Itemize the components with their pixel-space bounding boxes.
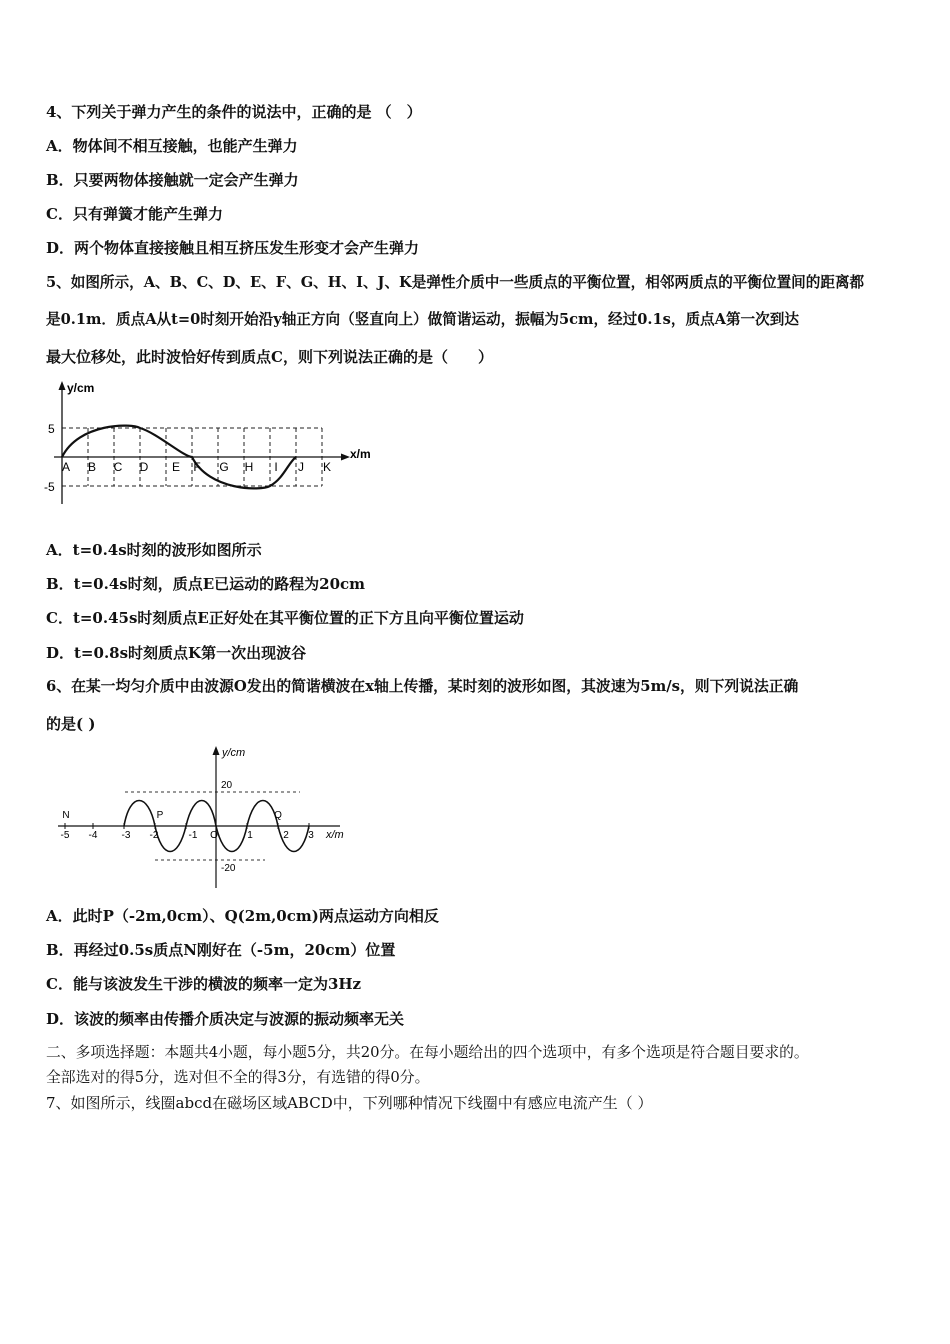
q4-stem: 4、下列关于弹力产生的条件的说法中，正确的是 （ ） [46, 103, 422, 121]
q6-option-d: D．该波的频率由传播介质决定与波源的振动频率无关 [46, 1010, 405, 1028]
q4-option-d: D．两个物体直接接触且相互挤压发生形变才会产生弹力 [46, 239, 420, 257]
q6-tick-label: -1 [188, 830, 198, 841]
q5-point-label: A [61, 460, 71, 474]
q6-point-label-p: P [156, 810, 164, 821]
q5-point-label: D [139, 460, 149, 474]
q5-stem-line1: 5、如图所示，A、B、C、D、E、F、G、H、I、J、K是弹性介质中一些质点的平衡位置，相邻两质点的平衡位置间的距离都 [46, 274, 865, 291]
q6-tick-label: -3 [121, 830, 131, 841]
q6-y-top-label: 20 [221, 780, 233, 791]
q5-point-label: G [219, 460, 229, 474]
q5-point-label: H [244, 460, 254, 474]
q6-tick-label: O [210, 830, 218, 841]
q6-wave-figure [50, 742, 360, 892]
q6-tick-label: -5 [60, 830, 70, 841]
q6-point-label-n: N [62, 810, 70, 821]
q5-option-c: C．t=0.45s时刻质点E正好处在其平衡位置的正下方且向平衡位置运动 [46, 609, 524, 627]
q5-x-axis-label: x/m [350, 447, 371, 461]
q6-stem-line2: 的是( ) [46, 715, 96, 733]
q4-option-a: A．物体间不相互接触，也能产生弹力 [46, 137, 298, 155]
q6-x-axis-label: x/m [326, 829, 344, 841]
q6-tick-label: -2 [149, 830, 159, 841]
q6-y-bottom-label: -20 [221, 863, 236, 874]
q6-tick-label: 3 [308, 830, 314, 841]
q4-option-c: C．只有弹簧才能产生弹力 [46, 205, 223, 223]
q5-stem-line3: 最大位移处，此时波恰好传到质点C，则下列说法正确的是（ ） [46, 348, 493, 366]
q5-wave-figure [44, 378, 384, 508]
q5-point-label: C [113, 460, 123, 474]
q5-option-b: B．t=0.4s时刻，质点E已运动的路程为20cm [46, 575, 366, 593]
q6-tick-label: -4 [88, 830, 98, 841]
q6-point-label-q: Q [274, 810, 282, 821]
q5-stem-line2: 是0.1m．质点A从t=0时刻开始沿y轴正方向（竖直向上）做简谐运动，振幅为5cm，经过0.1s，质点A第一次到达 [46, 311, 799, 328]
q5-y-bottom-label: -5 [44, 480, 55, 494]
q6-option-c: C．能与该波发生干涉的横波的频率一定为3Hz [46, 975, 362, 993]
q6-tick-label: 1 [247, 830, 253, 841]
q7-stem: 7、如图所示，线圈abcd在磁场区域ABCD中，下列哪种情况下线圈中有感应电流产生（ ） [46, 1094, 653, 1112]
q5-option-a: A．t=0.4s时刻的波形如图所示 [46, 541, 262, 559]
q5-point-label: F [193, 460, 201, 474]
q5-y-top-label: 5 [48, 422, 55, 436]
q5-point-label: J [298, 460, 304, 474]
q6-y-axis-label: y/cm [222, 747, 246, 759]
q5-point-label: E [171, 460, 181, 474]
q6-option-b: B．再经过0.5s质点N刚好在（-5m，20cm）位置 [46, 941, 396, 959]
q5-point-label: K [322, 460, 332, 474]
section2-instructions-line2: 全部选对的得5分，选对但不全的得3分，有选错的得0分。 [46, 1069, 430, 1086]
q4-option-b: B．只要两物体接触就一定会产生弹力 [46, 171, 299, 189]
section2-instructions-line1: 二、多项选择题：本题共4小题，每小题5分，共20分。在每小题给出的四个选项中，有多个选项是符合题目要求的。 [46, 1044, 809, 1061]
q6-stem-line1: 6、在某一均匀介质中由波源O发出的简谐横波在x轴上传播，某时刻的波形如图，其波速为5m/s，则下列说法正确 [46, 678, 799, 695]
q6-tick-label: 2 [283, 830, 289, 841]
q5-point-label: B [87, 460, 97, 474]
q6-option-a: A．此时P（-2m,0cm）、Q(2m,0cm)两点运动方向相反 [46, 907, 439, 925]
q5-option-d: D．t=0.8s时刻质点K第一次出现波谷 [46, 644, 307, 662]
q5-y-axis-label: y/cm [67, 381, 95, 395]
q5-point-label: I [274, 460, 278, 474]
